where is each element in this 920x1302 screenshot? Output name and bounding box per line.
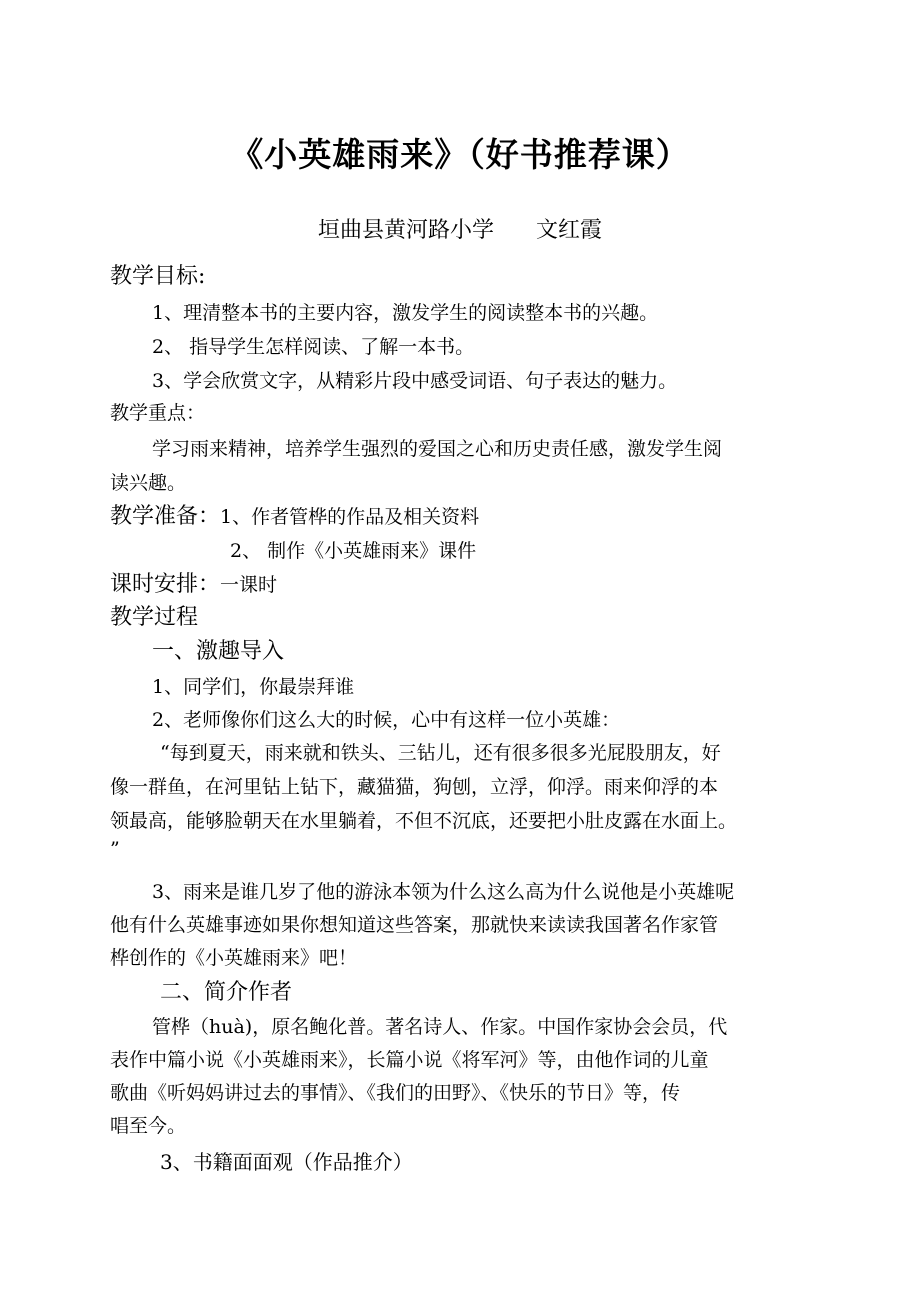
bio-line-1: 管桦（huà)，原名鲍化普。著名诗人、作家。中国作家协会会员，代 — [152, 1016, 728, 1038]
objective-2: 2、 指导学生怎样阅读、了解一本书。 — [152, 336, 475, 358]
prep-heading: 教学准备： — [110, 504, 221, 529]
prep-line — [110, 506, 479, 528]
quote-line-1: “每到夏天，雨来就和铁头、三钻儿，还有很多很多光屁股朋友，好 — [160, 742, 721, 764]
schedule-heading: 课时安排： — [110, 572, 221, 597]
section-1-item-1: 1、同学们，你最崇拜谁 — [152, 676, 355, 698]
section-3-heading: 3、书籍面面观（作品推介） — [160, 1150, 413, 1174]
schedule-line — [110, 574, 277, 596]
bio-line-4: 唱至今。 — [110, 1115, 187, 1137]
author-line — [0, 220, 920, 242]
quote-line-2: 像一群鱼，在河里钻上钻下，藏猫猫，狗刨，立浮，仰浮。雨来仰浮的本 — [110, 776, 719, 798]
prep-item-2: 2、 制作《小英雄雨来》课件 — [230, 540, 477, 562]
author-name: 文红霞 — [536, 218, 603, 243]
prep-item-1: 1、作者管桦的作品及相关资料 — [220, 506, 480, 528]
section-1-item-3-line-3: 桦创作的《小英雄雨来》吧！ — [110, 947, 358, 969]
focus-line-2: 读兴趣。 — [110, 472, 187, 494]
section-1-item-3-line-1: 3、雨来是谁几岁了他的游泳本领为什么这么高为什么说他是小英雄呢 — [152, 881, 735, 903]
section-1-heading: 一、激趣导入 — [152, 639, 285, 664]
schedule-value: 一课时 — [220, 574, 278, 596]
objective-3: 3、学会欣赏文字，从精彩片段中感受词语、句子表达的魅力。 — [152, 370, 678, 392]
author-school: 垣曲县黄河路小学 — [317, 218, 494, 243]
bio-line-2: 表作中篇小说《小英雄雨来》，长篇小说《将军河》等，由他作词的儿童 — [110, 1049, 709, 1071]
section-1-item-2: 2、老师像你们这么大的时候，心中有这样一位小英雄： — [152, 709, 621, 731]
bio-line-3: 歌曲《听妈妈讲过去的事情》、《我们的田野》、《快乐的节日》等，传 — [110, 1082, 681, 1104]
document-title: 《小英雄雨来》（好书推荐课） — [230, 135, 690, 174]
section-1-item-3-line-2: 他有什么英雄事迹如果你想知道这些答案，那就快来读读我国著名作家管 — [110, 914, 719, 936]
quote-line-3: 领最高，能够脸朝天在水里躺着，不但不沉底，还要把小肚皮露在水面上。 — [110, 810, 738, 832]
quote-line-4: ” — [110, 838, 120, 860]
objectives-heading: 教学目标: — [110, 264, 206, 289]
process-heading: 教学过程 — [110, 605, 199, 630]
objective-1: 1、理清整本书的主要内容，激发学生的阅读整本书的兴趣。 — [152, 302, 659, 324]
section-2-heading: 二、简介作者 — [160, 980, 293, 1005]
focus-line-1: 学习雨来精神，培养学生强烈的爱国之心和历史责任感，激发学生阅 — [152, 438, 723, 460]
focus-heading: 教学重点： — [110, 402, 206, 424]
